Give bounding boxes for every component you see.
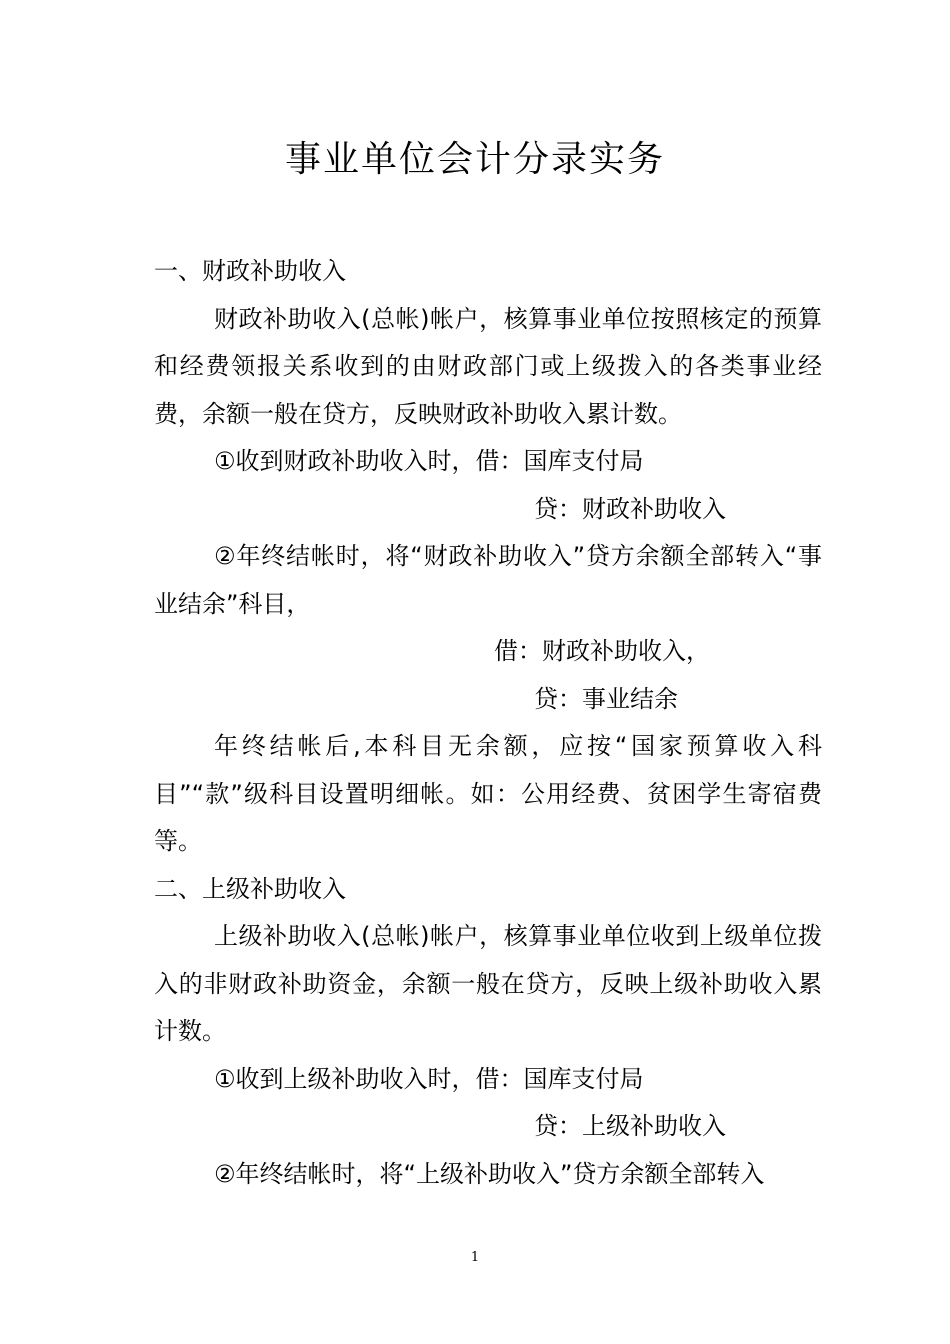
- entry-credit-business-surplus: 贷：事业结余: [534, 684, 678, 713]
- entry-receive-fiscal-subsidy: ①收到财政补助收入时，借：国库支付局: [214, 447, 644, 475]
- entry-credit-superior-subsidy: 贷：上级补助收入: [534, 1112, 726, 1140]
- entry-credit-fiscal-subsidy: 贷：财政补助收入: [534, 494, 726, 523]
- document-body: [154, 248, 822, 1198]
- entry-year-end-close-superior: ②年终结帐时，将“上级补助收入”贷方余额全部转入: [214, 1159, 765, 1188]
- section-heading-fiscal-subsidy: 一、财政补助收入: [154, 257, 346, 285]
- entry-debit-fiscal-subsidy: 借：财政补助收入，: [494, 637, 710, 665]
- paragraph-fiscal-subsidy-intro: 财政补助收入(总帐)帐户，核算事业单位按照核定的预算和经费领报关系收到的由财政部门或上级拨入的各类事业经费，余额一般在贷方，反映财政补助收入累计数。: [154, 304, 822, 428]
- page-number: 1: [470, 1250, 480, 1265]
- paragraph-fiscal-subsidy-note: 年终结帐后,本科目无余额，应按“国家预算收入科目”“款”级科目设置明细帐。如：公用经费、贫困学生寄宿费等。: [154, 732, 822, 855]
- section-heading-superior-subsidy: 二、上级补助收入: [154, 874, 346, 903]
- paragraph-superior-subsidy-intro: 上级补助收入(总帐)帐户，核算事业单位收到上级单位拨入的非财政补助资金，余额一般在贷方，反映上级补助收入累计数。: [154, 922, 822, 1045]
- entry-year-end-close-fiscal: ②年终结帐时，将“财政补助收入”贷方余额全部转入“事业结余”科目，: [154, 542, 822, 618]
- entry-receive-superior-subsidy: ①收到上级补助收入时，借：国库支付局: [214, 1064, 644, 1093]
- page-title: 事业单位会计分录实务: [284, 139, 665, 180]
